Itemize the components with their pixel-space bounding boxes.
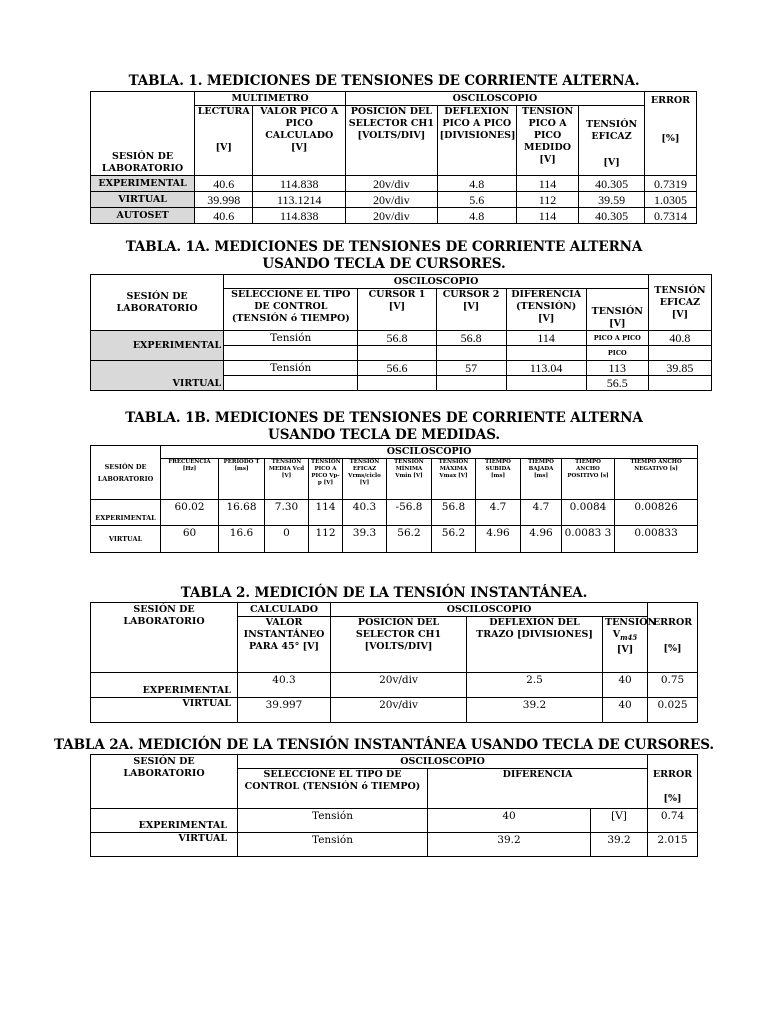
cell: 56.5 [586, 376, 648, 391]
cell: 16.6 [219, 526, 265, 553]
cell: 60 [161, 526, 219, 553]
cell: 0.7319 [644, 176, 696, 192]
cell [506, 376, 586, 391]
cell: -56.8 [387, 500, 432, 526]
cell: 114 [516, 208, 578, 224]
cell: 4.8 [437, 208, 516, 224]
t1-header-lectura-unit: [V] [215, 142, 232, 153]
t2a-header-session [91, 755, 238, 809]
cell [648, 376, 711, 391]
cell: [V] [591, 809, 648, 833]
cell: 39.3 [343, 526, 387, 553]
cell: 39.2 [591, 833, 648, 857]
t1-header-tension-pico: TENSIÓN PICO A PICO MEDIDO [V] [516, 106, 578, 176]
row-label: VIRTUAL [91, 698, 238, 723]
cell: 112 [516, 192, 578, 208]
cell: 4.7 [476, 500, 521, 526]
cell: Tensión [238, 833, 428, 857]
t2-header-tension-sub: m45 [620, 632, 638, 642]
t1a-header-eficaz: TENSIÓN EFICAZ [V] [648, 275, 711, 331]
cell: 0.75 [648, 673, 698, 698]
cell: 5.6 [437, 192, 516, 208]
t1a-header-seleccione: SELECCIONE EL TIPO DE CONTROL (TENSIÓN ó TIEMPO) [224, 289, 358, 331]
t2-header-osciloscopio: OSCILOSCOPIO [331, 603, 648, 617]
cell: 114 [309, 500, 343, 526]
t1-header-deflexion: DEFLEXIÓN PICO A PICO [DIVISIONES] [437, 106, 516, 176]
cell [358, 346, 436, 361]
t1-header-session-label: SESIÓN DE LABORATORIO [101, 151, 184, 174]
t1b-header-session-label: SESIÓN DE LABORATORIO [97, 462, 154, 483]
t2-header-error-unit: [%] [663, 643, 682, 654]
t1-header-osciloscopio: OSCILOSCOPIO [346, 92, 645, 106]
cell: 56.2 [387, 526, 432, 553]
t2-header-tension-label [605, 617, 657, 644]
cell [224, 376, 358, 391]
cell: 114.838 [253, 176, 346, 192]
table2 [90, 602, 698, 723]
t1a-header-cursor1: CURSOR 1 [V] [358, 289, 436, 331]
table-row [91, 361, 712, 376]
cell: 114.838 [253, 208, 346, 224]
t1a-header-cursor2: CURSOR 2 [V] [436, 289, 506, 331]
table1b [90, 445, 698, 553]
cell: 16.68 [219, 500, 265, 526]
t2-header-deflexion: DEFLEXIÓN DEL TRAZO [DIVISIONES] [467, 617, 603, 673]
cell: 56.6 [358, 361, 436, 376]
t1-header-posicion: POSICIÓN DEL SELECTOR CH1 [VOLTS/DIV] [346, 106, 438, 176]
t2-header-tension [603, 617, 657, 673]
row-label: VIRTUAL [91, 526, 161, 553]
cell: 40.6 [195, 208, 253, 224]
t1-header-tension-eficaz-unit: [V] [603, 157, 620, 168]
table-row [91, 809, 698, 833]
row-label: EXPERIMENTAL [91, 500, 161, 526]
t2-header-calculado: CALCULADO [238, 603, 331, 617]
cell: 113.04 [506, 361, 586, 376]
cell: 40 [428, 809, 591, 833]
cell: 39.85 [648, 361, 711, 376]
cell: 20v/div [346, 176, 438, 192]
cell: 0.00826 [615, 500, 698, 526]
t1-header-valor-pico: VALOR PICO A PICO CALCULADO [V] [253, 106, 346, 176]
table1b-title: TABLA. 1B. MEDICIONES DE TENSIONES DE CORRIENTE ALTERNA USANDO TECLA DE MEDIDAS. [125, 410, 643, 443]
t1b-header-tiempo-subida: TIEMPO SUBIDA [ms] [476, 459, 521, 500]
t1-header-error [644, 92, 696, 176]
t1b-header-frecuencia: FRECUENCIA [Hz] [161, 459, 219, 500]
t2a-header-osciloscopio: OSCILOSCOPIO [238, 755, 648, 769]
t1b-header-session [91, 446, 161, 500]
table2a [90, 754, 698, 857]
row-label: EXPERIMENTAL [91, 673, 238, 698]
cell: 0.74 [648, 809, 698, 833]
cell: 114 [506, 331, 586, 346]
t2-header-valor: VALOR INSTANTÁNEO PARA 45° [V] [238, 617, 331, 673]
cell [506, 346, 586, 361]
cell: 113 [586, 361, 648, 376]
t2-header-session-label: SESIÓN DE LABORATORIO [123, 604, 205, 627]
cell: 39.59 [579, 192, 645, 208]
t1a-header-osciloscopio: OSCILOSCOPIO [224, 275, 649, 289]
t1b-header-tension-eficaz: TENSIÓN EFICAZ Vrms/ciclo [V] [343, 459, 387, 500]
t2-header-session [91, 603, 238, 673]
cell: 39.997 [238, 698, 331, 723]
t1-header-lectura-label: LECTURA [197, 106, 250, 117]
t2-header-posicion: POSICIÓN DEL SELECTOR CH1 [VOLTS/DIV] [331, 617, 467, 673]
t2-header-tension-unit: [V] [616, 643, 634, 655]
table1a [90, 274, 712, 391]
t1b-header-periodo: PERIODO T [ms] [219, 459, 265, 500]
table-row [91, 698, 698, 723]
t1b-header-tension-media: TENSIÓN MEDIA Vcd [V] [265, 459, 309, 500]
cell: 4.8 [437, 176, 516, 192]
cell: 56.8 [358, 331, 436, 346]
cell: 39.2 [467, 698, 603, 723]
cell: 20v/div [346, 208, 438, 224]
cell [358, 376, 436, 391]
t1b-header-ancho-negativo: TIEMPO ANCHO NEGATIVO [s] [615, 459, 698, 500]
t1b-header-tension-maxima: TENSIÓN MÁXIMA Vmax [V] [432, 459, 476, 500]
cell: 56.8 [432, 500, 476, 526]
t2a-header-error [648, 755, 698, 809]
table-row [91, 208, 697, 224]
cell: 4.96 [521, 526, 562, 553]
t2-header-error [648, 603, 698, 673]
t1-header-session [91, 92, 195, 176]
cell [648, 346, 711, 361]
row-label: VIRTUAL [91, 192, 195, 208]
row-label: VIRTUAL [91, 361, 224, 391]
cell: 40.6 [195, 176, 253, 192]
table1a-title: TABLA. 1A. MEDICIONES DE TENSIONES DE CORRIENTE ALTERNA USANDO TECLA DE CURSORES. [125, 239, 643, 272]
table-row [91, 192, 697, 208]
t1b-header-ancho-positivo: TIEMPO ANCHO POSITIVO [s] [562, 459, 615, 500]
cell: 57 [436, 361, 506, 376]
table2a-title: TABLA 2A. MEDICIÓN DE LA TENSIÓN INSTANTÁNEA USANDO TECLA DE CURSORES. [54, 737, 714, 753]
t2a-header-session-label: SESIÓN DE LABORATORIO [123, 756, 205, 779]
t1a-header-tension: TENSIÓN [V] [586, 289, 648, 331]
cell: 20v/div [331, 673, 467, 698]
cell: 20v/div [331, 698, 467, 723]
table1 [90, 91, 697, 224]
t1b-header-tiempo-bajada: TIEMPO BAJADA [ms] [521, 459, 562, 500]
cell: 0 [265, 526, 309, 553]
t2a-header-error-label: ERROR [652, 769, 693, 780]
t2a-header-seleccione: SELECCIONE EL TIPO DE CONTROL (TENSIÓN ó TIEMPO) [238, 769, 428, 809]
cell: 0.7314 [644, 208, 696, 224]
row-label: EXPERIMENTAL [91, 176, 195, 192]
cell: 40.3 [343, 500, 387, 526]
cell: 40.305 [579, 208, 645, 224]
cell: PICO [586, 346, 648, 361]
table2-title: TABLA 2. MEDICIÓN DE LA TENSIÓN INSTANTÁNEA. [180, 585, 588, 601]
row-label: VIRTUAL [91, 833, 238, 857]
cell: 4.96 [476, 526, 521, 553]
cell: 40 [603, 673, 648, 698]
t1-header-tension-eficaz-label: TENSIÓN EFICAZ [585, 119, 638, 142]
row-label: EXPERIMENTAL [91, 809, 238, 833]
row-label: AUTOSET [91, 208, 195, 224]
cell: 1.0305 [644, 192, 696, 208]
t1b-header-tension-pp: TENSIÓN PICO A PICO Vp-p [V] [309, 459, 343, 500]
table-row [91, 331, 712, 346]
cell: 0.0083 3 [562, 526, 615, 553]
t2a-header-diferencia: DIFERENCIA [428, 769, 648, 809]
cell: 0.025 [648, 698, 698, 723]
table-row [91, 673, 698, 698]
cell: 2.5 [467, 673, 603, 698]
row-label: EXPERIMENTAL [91, 331, 224, 361]
t1b-header-osciloscopio: OSCILOSCOPIO [161, 446, 698, 459]
t1-header-lectura [195, 106, 253, 176]
t1a-header-session: SESIÓN DE LABORATORIO [91, 275, 224, 331]
t1b-header-tension-minima: TENSIÓN MÍNIMA Vmin [V] [387, 459, 432, 500]
cell: 40.305 [579, 176, 645, 192]
cell: Tensión [238, 809, 428, 833]
cell: 39.2 [428, 833, 591, 857]
cell: 40 [603, 698, 648, 723]
t2-header-tension-text: TENSIÓN V [605, 617, 657, 640]
cell: 20v/div [346, 192, 438, 208]
cell: Tensión [224, 331, 358, 346]
cell: 7.30 [265, 500, 309, 526]
cell: 60.02 [161, 500, 219, 526]
cell: PICO A PICO [586, 331, 648, 346]
cell: 40.3 [238, 673, 331, 698]
t1-header-multimetro: MULTIMETRO [195, 92, 346, 106]
t2-header-error-label: ERROR [652, 617, 693, 628]
cell: 0.0084 [562, 500, 615, 526]
table-row [91, 176, 697, 192]
cell: 114 [516, 176, 578, 192]
cell: 39.998 [195, 192, 253, 208]
t1-header-error-label: ERROR [650, 95, 691, 106]
cell: 56.2 [432, 526, 476, 553]
cell: Tensión [224, 361, 358, 376]
cell: 112 [309, 526, 343, 553]
t1-header-error-unit: [%] [661, 133, 680, 144]
cell [436, 346, 506, 361]
table-row [91, 833, 698, 857]
cell: 2.015 [648, 833, 698, 857]
t1a-header-diferencia: DIFERENCIA (TENSIÓN) [V] [506, 289, 586, 331]
t2a-header-error-unit: [%] [663, 793, 682, 804]
table-row [91, 526, 698, 553]
cell: 56.8 [436, 331, 506, 346]
cell: 113.1214 [253, 192, 346, 208]
cell [224, 346, 358, 361]
cell: 4.7 [521, 500, 562, 526]
table-row [91, 500, 698, 526]
cell [436, 376, 506, 391]
cell: 40.8 [648, 331, 711, 346]
t1-header-tension-eficaz [579, 106, 645, 176]
table1-title: TABLA. 1. MEDICIONES DE TENSIONES DE CORRIENTE ALTERNA. [128, 73, 640, 89]
cell: 0.00833 [615, 526, 698, 553]
